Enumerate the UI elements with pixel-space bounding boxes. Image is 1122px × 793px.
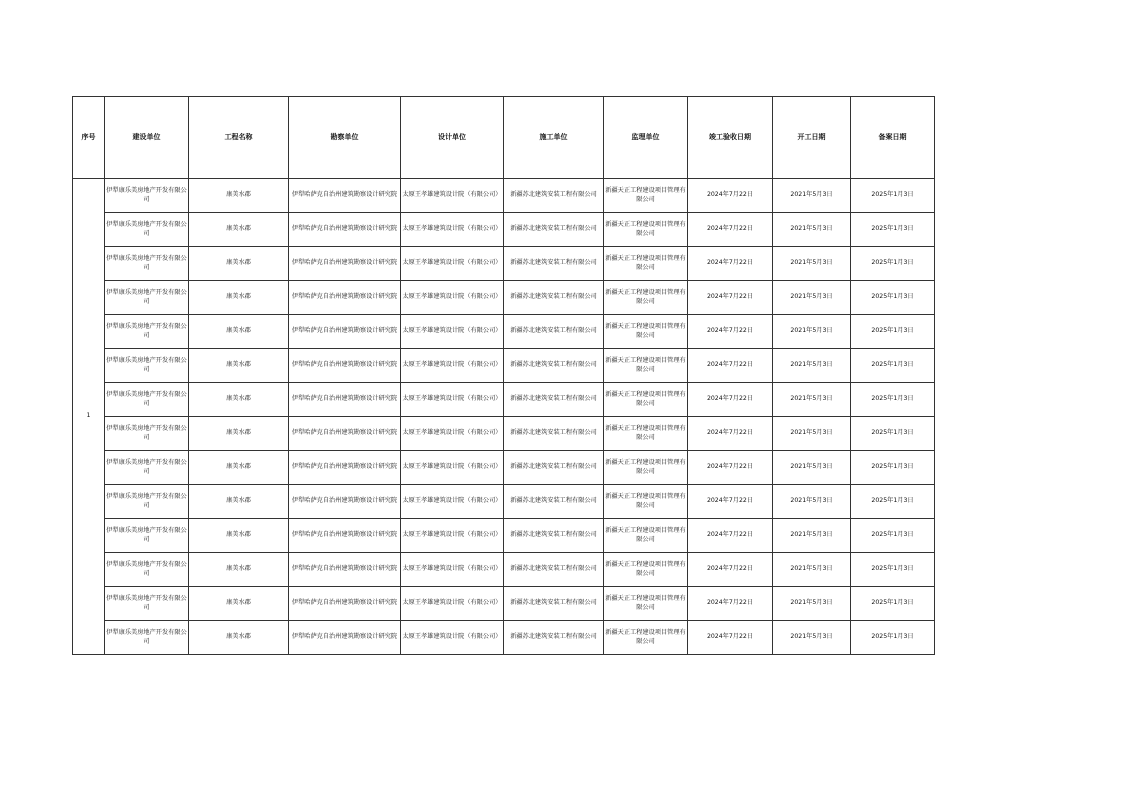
start-date-cell: 2021年5月3日	[773, 553, 851, 587]
supervision-unit-cell: 新疆天正工程建设项目管理有限公司	[604, 485, 688, 519]
construction-unit-cell: 新疆苏北建筑安装工程有限公司	[504, 553, 604, 587]
filing-date-cell: 2025年1月3日	[851, 417, 935, 451]
developer-cell: 伊犁康乐美房地产开发有限公司	[105, 451, 189, 485]
start-date-cell: 2021年5月3日	[773, 383, 851, 417]
design-unit-cell: 太原王孝雄建筑设计院（有限公司）	[401, 281, 504, 315]
design-unit-cell: 太原王孝雄建筑设计院（有限公司）	[401, 383, 504, 417]
design-unit-cell: 太原王孝雄建筑设计院（有限公司）	[401, 451, 504, 485]
developer-cell: 伊犁康乐美房地产开发有限公司	[105, 315, 189, 349]
filing-date-cell: 2025年1月3日	[851, 485, 935, 519]
filing-date-cell: 2025年1月3日	[851, 315, 935, 349]
table-row	[73, 519, 935, 553]
table-row	[73, 553, 935, 587]
survey-unit-cell: 伊犁哈萨克自治州建筑勘察设计研究院	[289, 587, 401, 621]
developer-cell: 伊犁康乐美房地产开发有限公司	[105, 179, 189, 213]
design-unit-cell: 太原王孝雄建筑设计院（有限公司）	[401, 485, 504, 519]
table-row	[73, 485, 935, 519]
developer-cell: 伊犁康乐美房地产开发有限公司	[105, 349, 189, 383]
header-start-date: 开工日期	[773, 97, 851, 179]
start-date-cell: 2021年5月3日	[773, 247, 851, 281]
start-date-cell: 2021年5月3日	[773, 485, 851, 519]
design-unit-cell: 太原王孝雄建筑设计院（有限公司）	[401, 315, 504, 349]
start-date-cell: 2021年5月3日	[773, 349, 851, 383]
supervision-unit-cell: 新疆天正工程建设项目管理有限公司	[604, 179, 688, 213]
header-design-unit: 设计单位	[401, 97, 504, 179]
filing-date-cell: 2025年1月3日	[851, 621, 935, 655]
construction-unit-cell: 新疆苏北建筑安装工程有限公司	[504, 315, 604, 349]
completion-date-cell: 2024年7月22日	[688, 349, 773, 383]
developer-cell: 伊犁康乐美房地产开发有限公司	[105, 213, 189, 247]
survey-unit-cell: 伊犁哈萨克自治州建筑勘察设计研究院	[289, 179, 401, 213]
completion-date-cell: 2024年7月22日	[688, 315, 773, 349]
filing-date-cell: 2025年1月3日	[851, 349, 935, 383]
developer-cell: 伊犁康乐美房地产开发有限公司	[105, 247, 189, 281]
survey-unit-cell: 伊犁哈萨克自治州建筑勘察设计研究院	[289, 621, 401, 655]
project-name-cell: 康美水郡	[189, 247, 289, 281]
start-date-cell: 2021年5月3日	[773, 417, 851, 451]
developer-cell: 伊犁康乐美房地产开发有限公司	[105, 485, 189, 519]
design-unit-cell: 太原王孝雄建筑设计院（有限公司）	[401, 621, 504, 655]
table-row	[73, 179, 935, 213]
construction-unit-cell: 新疆苏北建筑安装工程有限公司	[504, 587, 604, 621]
project-name-cell: 康美水郡	[189, 417, 289, 451]
supervision-unit-cell: 新疆天正工程建设项目管理有限公司	[604, 315, 688, 349]
supervision-unit-cell: 新疆天正工程建设项目管理有限公司	[604, 349, 688, 383]
completion-date-cell: 2024年7月22日	[688, 281, 773, 315]
start-date-cell: 2021年5月3日	[773, 587, 851, 621]
project-name-cell: 康美水郡	[189, 553, 289, 587]
supervision-unit-cell: 新疆天正工程建设项目管理有限公司	[604, 281, 688, 315]
supervision-unit-cell: 新疆天正工程建设项目管理有限公司	[604, 213, 688, 247]
supervision-unit-cell: 新疆天正工程建设项目管理有限公司	[604, 553, 688, 587]
project-name-cell: 康美水郡	[189, 281, 289, 315]
design-unit-cell: 太原王孝雄建筑设计院（有限公司）	[401, 587, 504, 621]
construction-unit-cell: 新疆苏北建筑安装工程有限公司	[504, 281, 604, 315]
supervision-unit-cell: 新疆天正工程建设项目管理有限公司	[604, 247, 688, 281]
completion-date-cell: 2024年7月22日	[688, 383, 773, 417]
supervision-unit-cell: 新疆天正工程建设项目管理有限公司	[604, 621, 688, 655]
start-date-cell: 2021年5月3日	[773, 621, 851, 655]
start-date-cell: 2021年5月3日	[773, 519, 851, 553]
survey-unit-cell: 伊犁哈萨克自治州建筑勘察设计研究院	[289, 553, 401, 587]
survey-unit-cell: 伊犁哈萨克自治州建筑勘察设计研究院	[289, 349, 401, 383]
table-row	[73, 621, 935, 655]
design-unit-cell: 太原王孝雄建筑设计院（有限公司）	[401, 247, 504, 281]
developer-cell: 伊犁康乐美房地产开发有限公司	[105, 553, 189, 587]
construction-unit-cell: 新疆苏北建筑安装工程有限公司	[504, 383, 604, 417]
start-date-cell: 2021年5月3日	[773, 281, 851, 315]
table-row	[73, 451, 935, 485]
project-name-cell: 康美水郡	[189, 485, 289, 519]
survey-unit-cell: 伊犁哈萨克自治州建筑勘察设计研究院	[289, 315, 401, 349]
construction-unit-cell: 新疆苏北建筑安装工程有限公司	[504, 451, 604, 485]
construction-unit-cell: 新疆苏北建筑安装工程有限公司	[504, 621, 604, 655]
project-name-cell: 康美水郡	[189, 519, 289, 553]
filing-date-cell: 2025年1月3日	[851, 213, 935, 247]
supervision-unit-cell: 新疆天正工程建设项目管理有限公司	[604, 451, 688, 485]
supervision-unit-cell: 新疆天正工程建设项目管理有限公司	[604, 519, 688, 553]
completion-date-cell: 2024年7月22日	[688, 485, 773, 519]
design-unit-cell: 太原王孝雄建筑设计院（有限公司）	[401, 417, 504, 451]
construction-unit-cell: 新疆苏北建筑安装工程有限公司	[504, 213, 604, 247]
table-row	[73, 213, 935, 247]
developer-cell: 伊犁康乐美房地产开发有限公司	[105, 383, 189, 417]
completion-date-cell: 2024年7月22日	[688, 247, 773, 281]
table-row	[73, 383, 935, 417]
table-row	[73, 587, 935, 621]
completion-date-cell: 2024年7月22日	[688, 213, 773, 247]
table-row	[73, 247, 935, 281]
table-row	[73, 349, 935, 383]
header-completion-date: 竣工验收日期	[688, 97, 773, 179]
developer-cell: 伊犁康乐美房地产开发有限公司	[105, 587, 189, 621]
header-filing-date: 备案日期	[851, 97, 935, 179]
survey-unit-cell: 伊犁哈萨克自治州建筑勘察设计研究院	[289, 519, 401, 553]
filing-date-cell: 2025年1月3日	[851, 553, 935, 587]
construction-unit-cell: 新疆苏北建筑安装工程有限公司	[504, 179, 604, 213]
design-unit-cell: 太原王孝雄建筑设计院（有限公司）	[401, 213, 504, 247]
table-row	[73, 417, 935, 451]
supervision-unit-cell: 新疆天正工程建设项目管理有限公司	[604, 587, 688, 621]
project-name-cell: 康美水郡	[189, 451, 289, 485]
design-unit-cell: 太原王孝雄建筑设计院（有限公司）	[401, 519, 504, 553]
supervision-unit-cell: 新疆天正工程建设项目管理有限公司	[604, 383, 688, 417]
project-name-cell: 康美水郡	[189, 179, 289, 213]
table-body	[73, 179, 935, 655]
filing-date-cell: 2025年1月3日	[851, 519, 935, 553]
project-name-cell: 康美水郡	[189, 383, 289, 417]
supervision-unit-cell: 新疆天正工程建设项目管理有限公司	[604, 417, 688, 451]
completion-date-cell: 2024年7月22日	[688, 417, 773, 451]
developer-cell: 伊犁康乐美房地产开发有限公司	[105, 519, 189, 553]
header-developer: 建设单位	[105, 97, 189, 179]
record-table	[72, 96, 935, 655]
construction-unit-cell: 新疆苏北建筑安装工程有限公司	[504, 485, 604, 519]
table-row	[73, 281, 935, 315]
survey-unit-cell: 伊犁哈萨克自治州建筑勘察设计研究院	[289, 417, 401, 451]
design-unit-cell: 太原王孝雄建筑设计院（有限公司）	[401, 349, 504, 383]
project-name-cell: 康美水郡	[189, 349, 289, 383]
table-header-row	[73, 97, 935, 179]
table-row	[73, 315, 935, 349]
header-supervision-unit: 监理单位	[604, 97, 688, 179]
survey-unit-cell: 伊犁哈萨克自治州建筑勘察设计研究院	[289, 247, 401, 281]
design-unit-cell: 太原王孝雄建筑设计院（有限公司）	[401, 553, 504, 587]
survey-unit-cell: 伊犁哈萨克自治州建筑勘察设计研究院	[289, 383, 401, 417]
survey-unit-cell: 伊犁哈萨克自治州建筑勘察设计研究院	[289, 485, 401, 519]
design-unit-cell: 太原王孝雄建筑设计院（有限公司）	[401, 179, 504, 213]
filing-date-cell: 2025年1月3日	[851, 179, 935, 213]
completion-date-cell: 2024年7月22日	[688, 553, 773, 587]
sequence-number-cell: 1	[73, 179, 105, 655]
project-name-cell: 康美水郡	[189, 213, 289, 247]
filing-date-cell: 2025年1月3日	[851, 247, 935, 281]
start-date-cell: 2021年5月3日	[773, 213, 851, 247]
filing-date-cell: 2025年1月3日	[851, 383, 935, 417]
filing-date-cell: 2025年1月3日	[851, 451, 935, 485]
project-name-cell: 康美水郡	[189, 621, 289, 655]
project-name-cell: 康美水郡	[189, 315, 289, 349]
construction-unit-cell: 新疆苏北建筑安装工程有限公司	[504, 349, 604, 383]
survey-unit-cell: 伊犁哈萨克自治州建筑勘察设计研究院	[289, 451, 401, 485]
start-date-cell: 2021年5月3日	[773, 451, 851, 485]
developer-cell: 伊犁康乐美房地产开发有限公司	[105, 281, 189, 315]
developer-cell: 伊犁康乐美房地产开发有限公司	[105, 417, 189, 451]
completion-date-cell: 2024年7月22日	[688, 587, 773, 621]
filing-date-cell: 2025年1月3日	[851, 281, 935, 315]
construction-unit-cell: 新疆苏北建筑安装工程有限公司	[504, 519, 604, 553]
header-project-name: 工程名称	[189, 97, 289, 179]
developer-cell: 伊犁康乐美房地产开发有限公司	[105, 621, 189, 655]
start-date-cell: 2021年5月3日	[773, 315, 851, 349]
project-name-cell: 康美水郡	[189, 587, 289, 621]
survey-unit-cell: 伊犁哈萨克自治州建筑勘察设计研究院	[289, 213, 401, 247]
header-survey-unit: 勘察单位	[289, 97, 401, 179]
completion-date-cell: 2024年7月22日	[688, 621, 773, 655]
completion-date-cell: 2024年7月22日	[688, 519, 773, 553]
survey-unit-cell: 伊犁哈萨克自治州建筑勘察设计研究院	[289, 281, 401, 315]
construction-unit-cell: 新疆苏北建筑安装工程有限公司	[504, 417, 604, 451]
construction-unit-cell: 新疆苏北建筑安装工程有限公司	[504, 247, 604, 281]
header-seq: 序号	[73, 97, 105, 179]
start-date-cell: 2021年5月3日	[773, 179, 851, 213]
header-construction-unit: 施工单位	[504, 97, 604, 179]
completion-date-cell: 2024年7月22日	[688, 451, 773, 485]
filing-date-cell: 2025年1月3日	[851, 587, 935, 621]
completion-date-cell: 2024年7月22日	[688, 179, 773, 213]
